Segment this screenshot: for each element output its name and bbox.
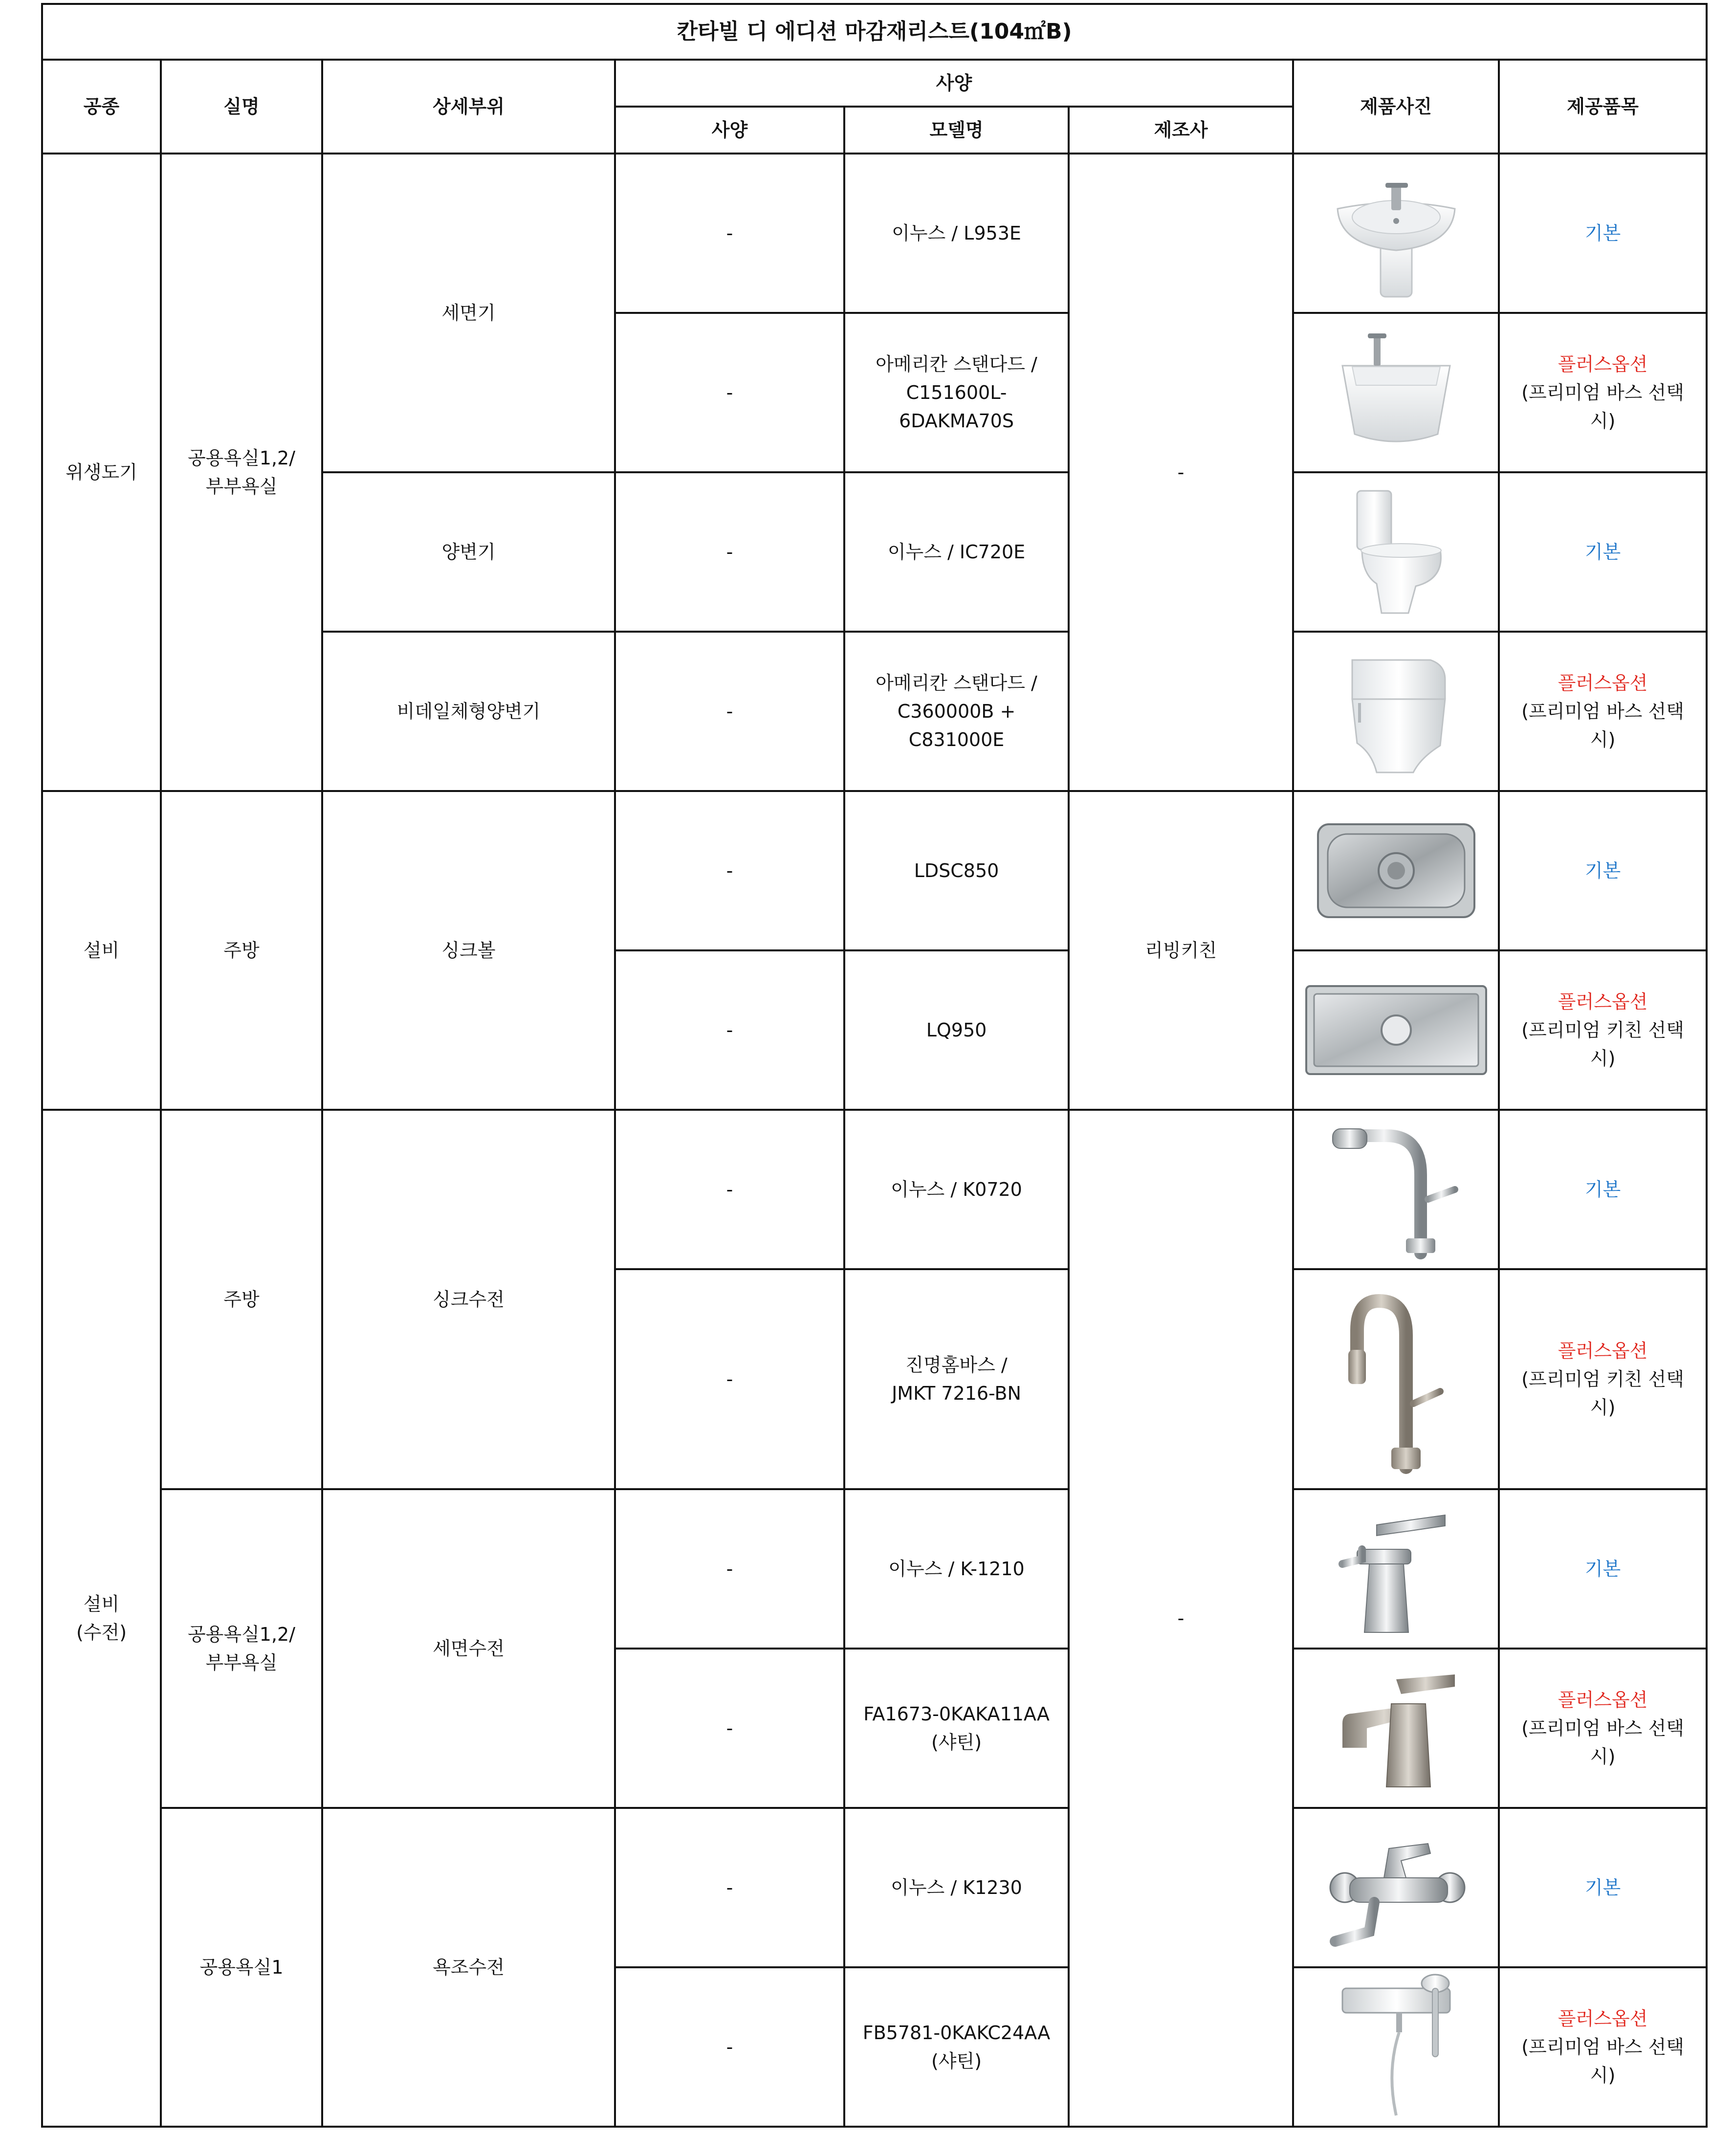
header-spec-group: 사양 <box>615 60 1293 107</box>
model-text: 아메리칸 스탠다드 / C360000B + C831000E <box>876 672 1037 750</box>
supply-note: (프리미엄 키친 선택 시) <box>1521 1019 1684 1069</box>
model-cell <box>844 632 1069 791</box>
spec-cell: - <box>615 1110 844 1269</box>
table-row <box>42 1110 1707 1269</box>
satin-basin-faucet-icon <box>1323 1660 1470 1797</box>
model-cell <box>844 154 1069 313</box>
supply-cell <box>1499 472 1707 632</box>
bidet-toilet-icon <box>1323 640 1470 782</box>
header-detail: 상세부위 <box>322 60 615 154</box>
kitchen-faucet-icon <box>1318 1116 1474 1263</box>
trade-text: 설비 (수전) <box>76 1593 127 1643</box>
spec-cell: - <box>615 313 844 472</box>
supply-label: 기본 <box>1584 860 1621 881</box>
detail-cell: 비데일체형양변기 <box>322 632 615 791</box>
maker-cell: - <box>1069 1110 1293 2127</box>
supply-label: 플러스옵션 <box>1558 672 1648 694</box>
table-row <box>42 1808 1707 1967</box>
model-text: FB5781-0KAKC24AA (샤틴) <box>862 2022 1051 2072</box>
photo-cell <box>1293 1649 1499 1808</box>
bath-faucet-icon <box>1316 1824 1477 1951</box>
supply-label: 기본 <box>1584 1877 1621 1898</box>
spec-cell: - <box>615 1649 844 1808</box>
room-cell <box>161 1489 322 1808</box>
spec-cell: - <box>615 632 844 791</box>
model-text: 아메리칸 스탠다드 / C151600L-6DAKMA70S <box>876 353 1037 432</box>
photo-cell <box>1293 1110 1499 1269</box>
header-supply: 제공품목 <box>1499 60 1707 154</box>
photo-cell <box>1293 313 1499 472</box>
square-washbasin-icon <box>1323 322 1470 463</box>
model-text: 이누스 / IC720E <box>887 541 1026 563</box>
supply-cell <box>1499 1110 1707 1269</box>
supply-label: 기본 <box>1584 1558 1621 1580</box>
basin-faucet-icon <box>1323 1496 1470 1642</box>
photo-cell <box>1293 1269 1499 1489</box>
spec-cell: - <box>615 154 844 313</box>
maker-cell: - <box>1069 154 1293 791</box>
model-cell: 이누스 / K-1210 <box>844 1489 1069 1649</box>
spec-cell: - <box>615 791 844 950</box>
supply-cell <box>1499 313 1707 472</box>
model-cell: 이누스 / K1230 <box>844 1808 1069 1967</box>
spec-cell: - <box>615 472 844 632</box>
supply-note: (프리미엄 키친 선택 시) <box>1521 1368 1684 1418</box>
spec-cell: - <box>615 1489 844 1649</box>
supply-cell <box>1499 950 1707 1110</box>
shower-set-icon <box>1323 1974 1470 2120</box>
finish-table <box>41 3 1708 2128</box>
supply-label: 기본 <box>1584 541 1621 563</box>
header-trade: 공종 <box>42 60 161 154</box>
header-photo: 제품사진 <box>1293 60 1499 154</box>
maker-cell: 리빙키친 <box>1069 791 1293 1110</box>
detail-cell: 세면기 <box>322 154 615 472</box>
model-text: 진명홈바스 / JMKT 7216-BN <box>892 1354 1021 1404</box>
supply-label: 기본 <box>1584 1179 1621 1200</box>
header-maker: 제조사 <box>1069 107 1293 154</box>
spec-cell: - <box>615 1269 844 1489</box>
detail-cell: 욕조수전 <box>322 1808 615 2127</box>
header-model: 모델명 <box>844 107 1069 154</box>
header-spec: 사양 <box>615 107 844 154</box>
supply-cell <box>1499 1967 1707 2127</box>
room-cell: 주방 <box>161 1110 322 1489</box>
detail-cell: 싱크수전 <box>322 1110 615 1489</box>
table-title: 칸타빌 디 에디션 마감재리스트(104㎡B) <box>42 4 1707 60</box>
supply-cell <box>1499 1489 1707 1649</box>
supply-label: 플러스옵션 <box>1558 1340 1648 1362</box>
room-text: 공용욕실1,2/ 부부욕실 <box>187 1624 296 1673</box>
room-cell <box>161 154 322 791</box>
table-row <box>42 1489 1707 1649</box>
room-cell: 공용욕실1 <box>161 1808 322 2127</box>
spec-cell: - <box>615 1808 844 1967</box>
washbasin-icon <box>1323 162 1470 304</box>
photo-cell <box>1293 791 1499 950</box>
model-cell: LQ950 <box>844 950 1069 1110</box>
square-sink-bowl-icon <box>1303 981 1489 1079</box>
photo-cell <box>1293 950 1499 1110</box>
supply-note: (프리미엄 바스 선택 시) <box>1521 701 1684 750</box>
detail-cell: 싱크볼 <box>322 791 615 1110</box>
supply-label: 기본 <box>1584 222 1621 244</box>
room-cell: 주방 <box>161 791 322 1110</box>
photo-cell <box>1293 632 1499 791</box>
model-cell: LDSC850 <box>844 791 1069 950</box>
trade-cell <box>42 1110 161 2127</box>
sink-bowl-icon <box>1313 814 1479 927</box>
toilet-icon <box>1323 481 1470 623</box>
model-cell: 이누스 / K0720 <box>844 1110 1069 1269</box>
supply-cell <box>1499 791 1707 950</box>
table-row <box>42 154 1707 313</box>
supply-label: 플러스옵션 <box>1558 2008 1648 2029</box>
supply-label: 플러스옵션 <box>1558 1689 1648 1711</box>
photo-cell <box>1293 154 1499 313</box>
model-cell <box>844 1649 1069 1808</box>
supply-note: (프리미엄 바스 선택 시) <box>1521 382 1684 432</box>
supply-label: 플러스옵션 <box>1558 991 1648 1012</box>
table-row <box>42 791 1707 950</box>
supply-cell <box>1499 1269 1707 1489</box>
header-room: 실명 <box>161 60 322 154</box>
model-cell <box>844 1967 1069 2127</box>
photo-cell <box>1293 1489 1499 1649</box>
finish-list <box>41 3 1706 2128</box>
photo-cell <box>1293 472 1499 632</box>
model-cell <box>844 313 1069 472</box>
supply-cell <box>1499 632 1707 791</box>
model-text: 이누스 / L953E <box>892 222 1021 244</box>
photo-cell <box>1293 1967 1499 2127</box>
supply-label: 플러스옵션 <box>1558 353 1648 375</box>
photo-cell <box>1293 1808 1499 1967</box>
detail-cell: 양변기 <box>322 472 615 632</box>
trade-cell: 위생도기 <box>42 154 161 791</box>
supply-cell <box>1499 1808 1707 1967</box>
room-text: 공용욕실1,2/ 부부욕실 <box>187 447 296 497</box>
supply-note: (프리미엄 바스 선택 시) <box>1521 1717 1684 1767</box>
spec-cell: - <box>615 1967 844 2127</box>
model-cell <box>844 472 1069 632</box>
model-cell <box>844 1269 1069 1489</box>
trade-cell: 설비 <box>42 791 161 1110</box>
spec-cell: - <box>615 950 844 1110</box>
supply-cell <box>1499 1649 1707 1808</box>
pullout-faucet-icon <box>1333 1281 1460 1477</box>
model-text: FA1673-0KAKA11AA (샤틴) <box>863 1703 1050 1753</box>
detail-cell: 세면수전 <box>322 1489 615 1808</box>
supply-cell <box>1499 154 1707 313</box>
supply-note: (프리미엄 바스 선택 시) <box>1521 2036 1684 2086</box>
